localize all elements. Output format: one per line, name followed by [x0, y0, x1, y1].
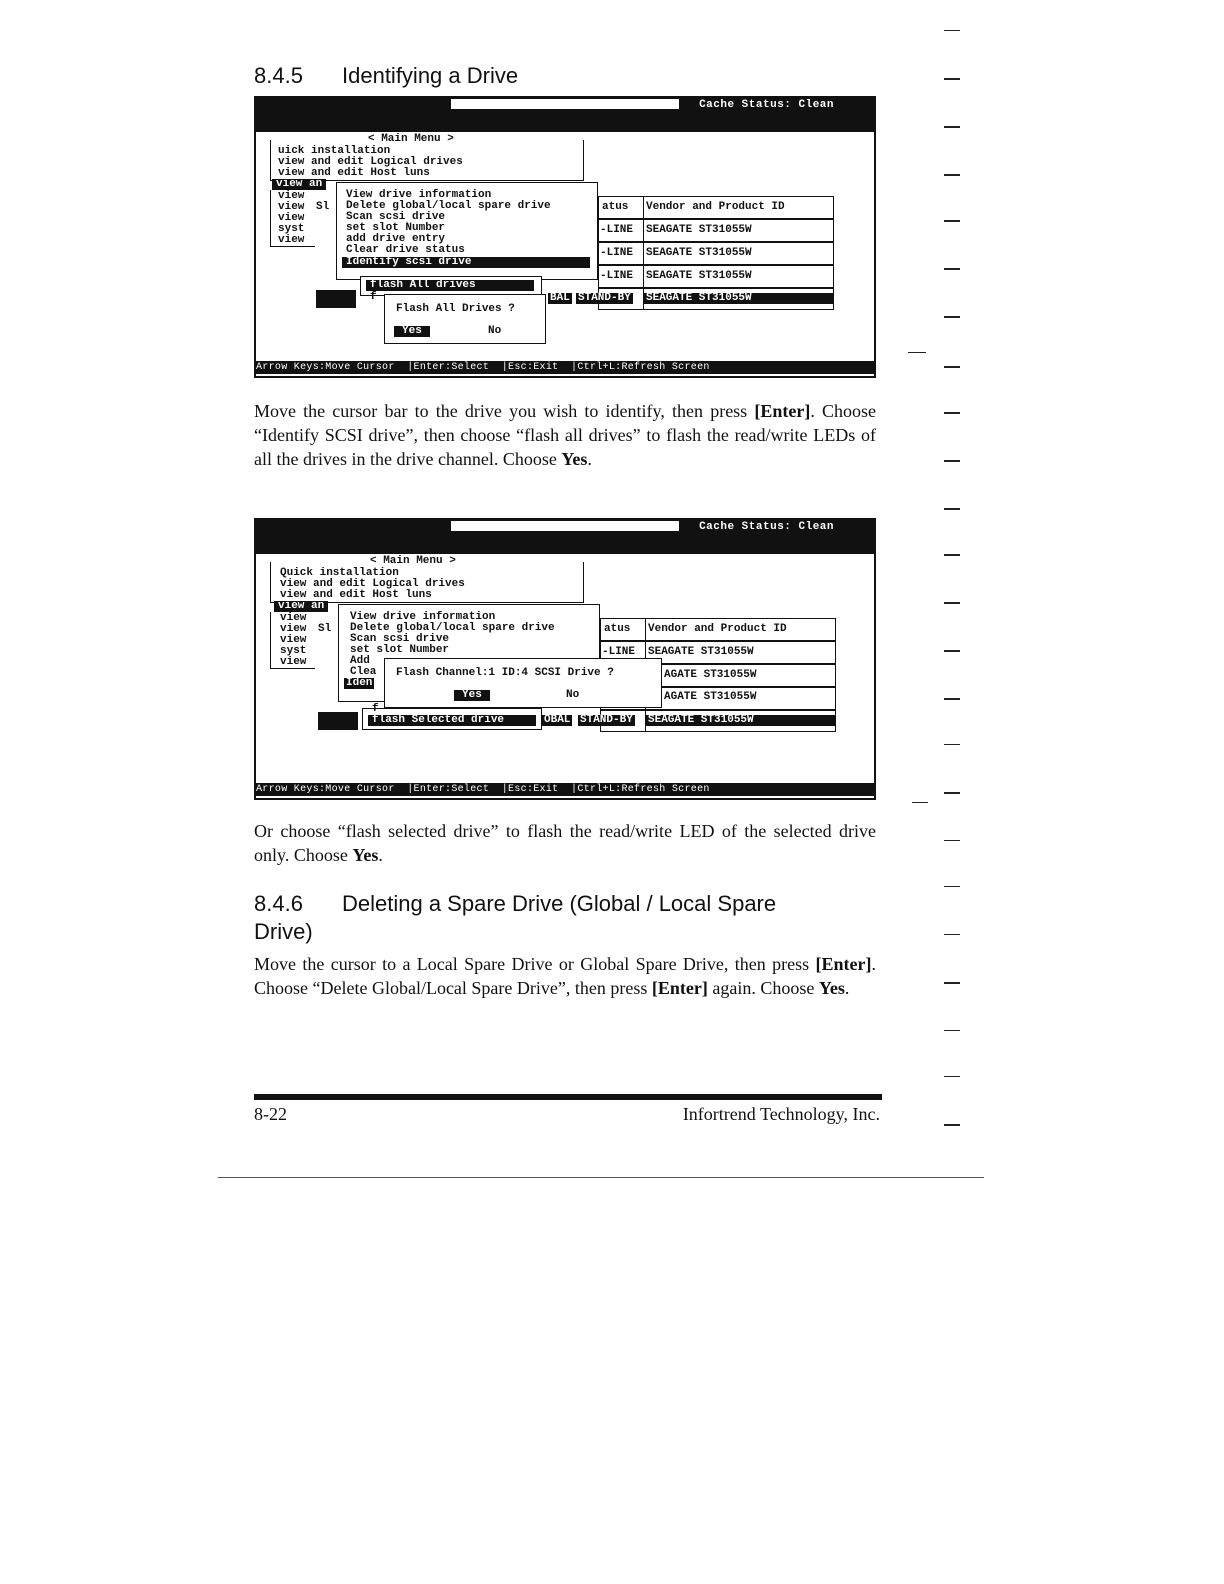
side-item[interactable]: view: [280, 656, 307, 668]
terminal-title-bar: [256, 520, 874, 554]
section-heading-8-4-5: [254, 63, 518, 89]
section-title-line2: Drive): [254, 919, 313, 944]
table-header-status: atus: [602, 201, 629, 213]
dialog-yes-button[interactable]: Yes: [454, 690, 490, 701]
status-bar: Arrow Keys:Move Cursor |Enter:Select |Esc:Exit |Ctrl+L:Refresh Screen: [256, 361, 874, 374]
submenu-item-set-slot[interactable]: set slot Number: [350, 644, 450, 656]
table-header-status: atus: [604, 623, 631, 635]
side-item[interactable]: view: [280, 634, 307, 646]
dialog-question: Flash Channel:1 ID:4 SCSI Drive ?: [396, 667, 614, 679]
page-number: 8-22: [254, 1104, 287, 1124]
terminal-screenshot-2: [254, 518, 876, 800]
table-cell-status-selected[interactable]: STAND-BY: [578, 292, 631, 304]
side-item[interactable]: view: [280, 623, 307, 635]
submenu-item-view-drive-info[interactable]: View drive information: [346, 189, 492, 201]
dialog-no-button[interactable]: No: [488, 325, 502, 337]
table-cell-vendor-selected[interactable]: SEAGATE ST31055W: [644, 293, 834, 304]
menu-item-highlight[interactable]: view an: [274, 601, 328, 612]
submenu-item-set-slot[interactable]: set slot Number: [346, 222, 446, 234]
table-cell-status: -LINE: [600, 270, 634, 282]
paragraph-delete-spare: Move the cursor to a Local Spare Drive or Global Spare Drive, then press [Enter]. Choose “Delete Global/Local Spare Drive”, then press [Enter] again. Choose Yes.: [254, 954, 876, 998]
table-cell-slot-selected[interactable]: BAL: [550, 292, 570, 304]
table-cell-status: -LINE: [602, 646, 636, 658]
menu-item-highlight[interactable]: view an: [272, 179, 326, 190]
submenu-item-delete-spare[interactable]: Delete global/local spare drive: [346, 200, 551, 212]
menu-item-quick-installation[interactable]: uick installation: [278, 145, 391, 157]
table-header-vendor: Vendor and Product ID: [646, 201, 785, 213]
side-item[interactable]: view: [278, 212, 305, 224]
table-cell-status-selected[interactable]: STAND-BY: [580, 714, 633, 726]
company-name: Infortrend Technology, Inc.: [682, 1104, 880, 1124]
main-menu-title: < Main Menu >: [368, 133, 454, 145]
terminal-screenshot-1: [254, 96, 876, 378]
submenu-item-clear-status[interactable]: Clear drive status: [346, 244, 465, 256]
section-number: 8.4.6: [254, 891, 303, 916]
cache-status: Cache Status: Clean: [699, 99, 834, 111]
table-cell-vendor-selected[interactable]: SEAGATE ST31055W: [646, 715, 836, 726]
table-cell-vendor: SEAGATE ST31055W: [648, 646, 754, 658]
flash-menu-letter: f: [372, 703, 379, 715]
submenu-item-view-drive-info[interactable]: View drive information: [350, 611, 496, 623]
table-header-vendor: Vendor and Product ID: [648, 623, 787, 635]
section-number: 8.4.5: [254, 63, 303, 88]
dialog-yes-button[interactable]: Yes: [394, 326, 430, 337]
slot-column-label: Sl: [316, 201, 330, 213]
flash-menu-item-all-drives[interactable]: flash All drives: [366, 280, 534, 291]
table-cell-status: -LINE: [600, 224, 634, 236]
status-bar: Arrow Keys:Move Cursor |Enter:Select |Esc:Exit |Ctrl+L:Refresh Screen: [256, 783, 874, 796]
table-cell-vendor: AGATE ST31055W: [664, 691, 757, 703]
menu-item-logical-drives[interactable]: view and edit Logical drives: [280, 578, 465, 590]
paragraph-flash-selected: Or choose “flash selected drive” to flash the read/write LED of the selected drive only. Choose Yes.: [254, 821, 876, 865]
side-item[interactable]: syst: [280, 645, 307, 657]
table-cell-vendor: SEAGATE ST31055W: [646, 247, 752, 259]
submenu-item-add-drive[interactable]: add drive entry: [346, 233, 446, 245]
dialog-no-button[interactable]: No: [566, 689, 580, 701]
table-cell-status: -LINE: [600, 247, 634, 259]
menu-item-logical-drives[interactable]: view and edit Logical drives: [278, 156, 463, 168]
flash-confirm-dialog: [384, 658, 662, 708]
section-title-line1: Deleting a Spare Drive (Global / Local Spare: [342, 891, 777, 916]
side-item[interactable]: view: [280, 612, 307, 624]
scan-edge-line: [218, 1177, 984, 1178]
paragraph-identify-drive: Move the cursor bar to the drive you wish to identify, then press [Enter]. Choose “Identify SCSI drive”, then choose “flash all drives” to flash the read/write LEDs of all the drives in the drive channel. Choose Yes.: [254, 401, 877, 469]
menu-item-host-luns[interactable]: view and edit Host luns: [278, 167, 430, 179]
submenu-item-identify-drive[interactable]: Iden: [346, 677, 373, 689]
section-title: Identifying a Drive: [342, 63, 519, 88]
submenu-item-clear-status[interactable]: Clea: [350, 666, 377, 678]
side-item[interactable]: view: [278, 201, 305, 213]
submenu-item-scan-drive[interactable]: Scan scsi drive: [350, 633, 450, 645]
menu-item-quick-installation[interactable]: Quick installation: [280, 567, 399, 579]
submenu-item-delete-spare[interactable]: Delete global/local spare drive: [350, 622, 555, 634]
side-item[interactable]: syst: [278, 223, 305, 235]
table-cell-slot-selected[interactable]: OBAL: [544, 714, 571, 726]
slot-column-label: Sl: [318, 623, 332, 635]
flash-menu-letter: f: [370, 291, 377, 303]
submenu-item-add-drive[interactable]: Add: [350, 655, 370, 667]
side-item[interactable]: view: [278, 234, 305, 246]
cache-status: Cache Status: Clean: [699, 521, 834, 533]
side-item[interactable]: view: [278, 190, 305, 202]
terminal-title-bar: [256, 98, 874, 132]
dialog-question: Flash All Drives ?: [396, 303, 515, 315]
flash-menu-item-selected-drive[interactable]: flash Selected drive: [368, 715, 536, 726]
main-menu-title: < Main Menu >: [370, 555, 456, 567]
table-cell-vendor: AGATE ST31055W: [664, 669, 757, 681]
section-heading-8-4-6: [254, 890, 776, 946]
submenu-item-identify-drive[interactable]: Identify scsi drive: [342, 257, 590, 268]
table-cell-vendor: SEAGATE ST31055W: [646, 224, 752, 236]
table-cell-vendor: SEAGATE ST31055W: [646, 270, 752, 282]
submenu-item-scan-drive[interactable]: Scan scsi drive: [346, 211, 446, 223]
footer-rule: [254, 1094, 882, 1100]
menu-item-host-luns[interactable]: view and edit Host luns: [280, 589, 432, 601]
